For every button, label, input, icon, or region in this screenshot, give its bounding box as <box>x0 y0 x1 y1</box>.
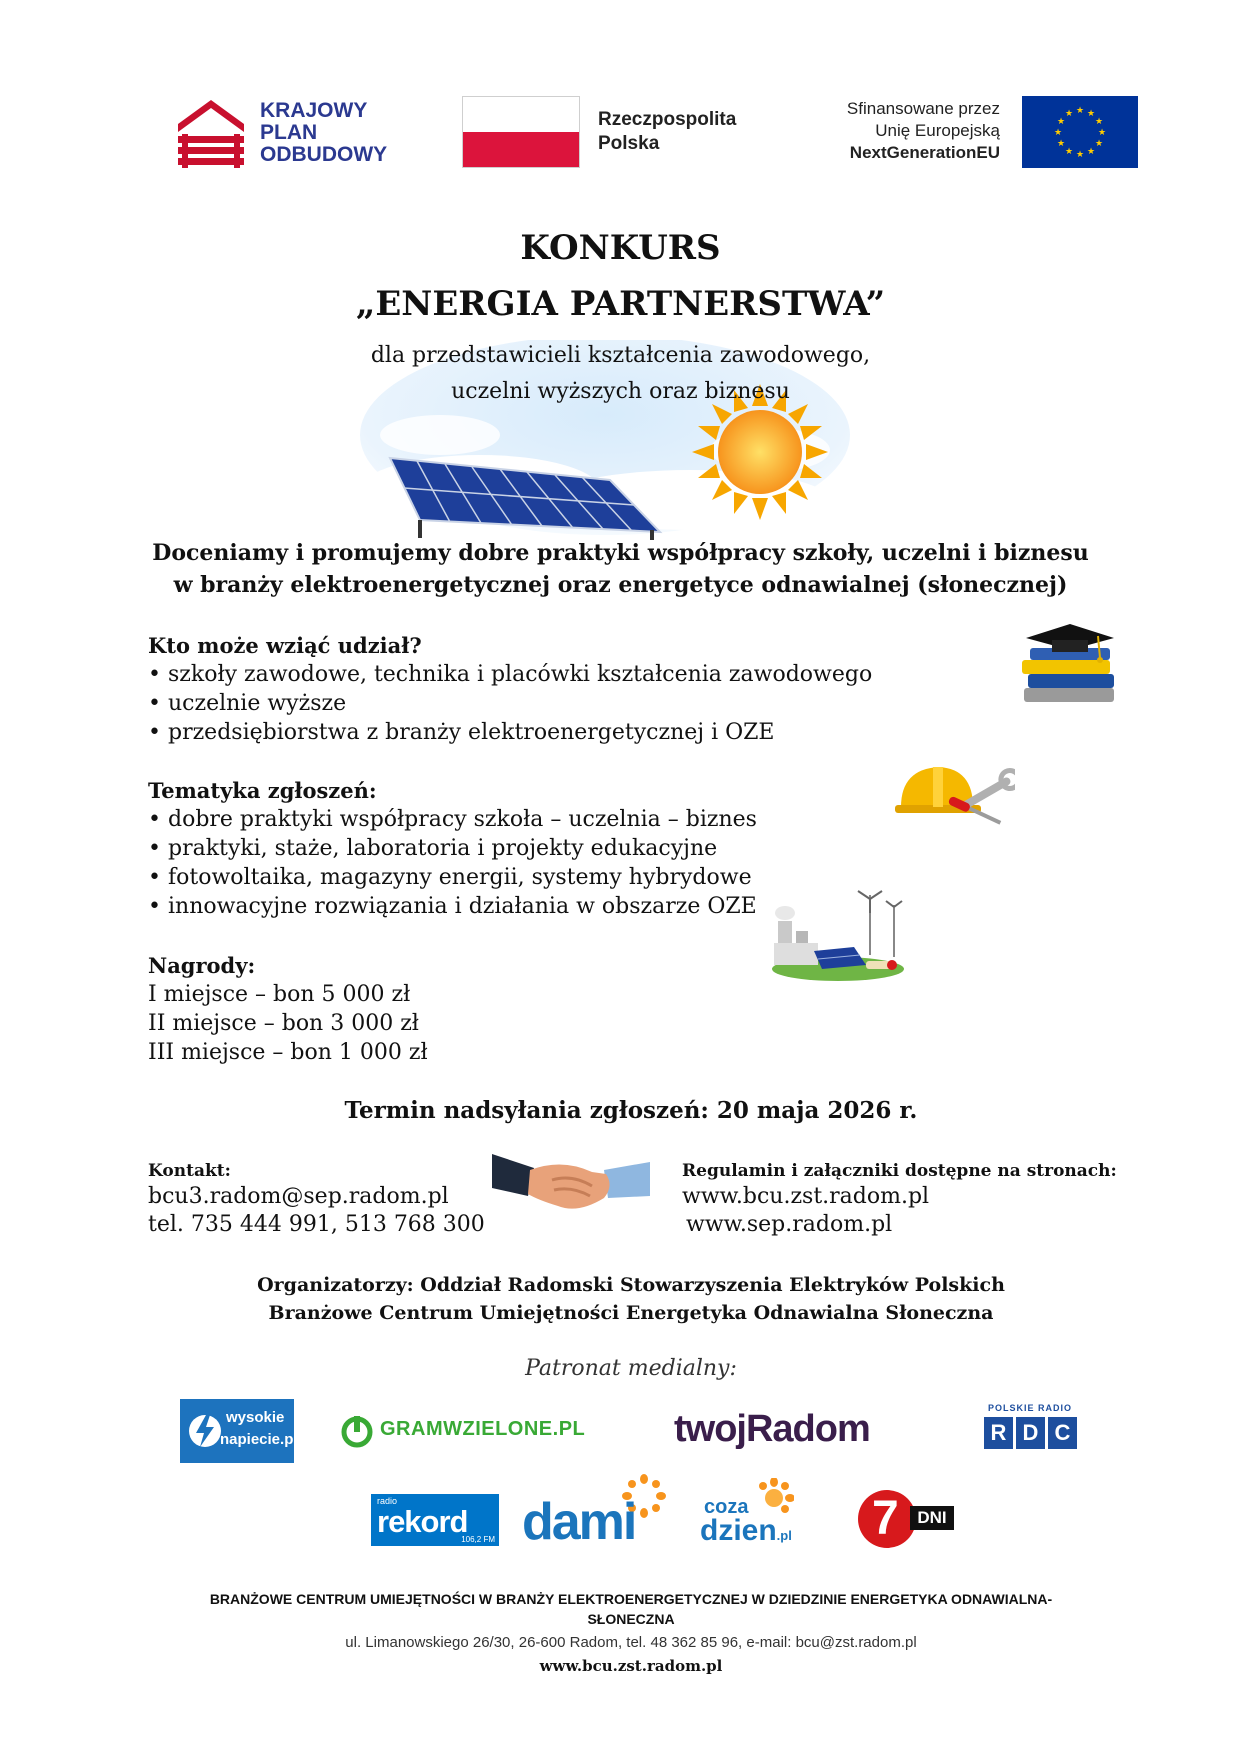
kpo-line3: ODBUDOWY <box>260 143 388 166</box>
kpo-line2: PLAN <box>260 121 318 144</box>
svg-text:★: ★ <box>1086 147 1096 157</box>
rdc-top: POLSKIE RADIO <box>987 1403 1072 1413</box>
kpo-line1: KRAJOWY <box>260 99 368 122</box>
gramwzielone-logo <box>340 1412 610 1452</box>
organizers-line2: Branżowe Centrum Umiejętności Energetyka Odnawialna Słoneczna <box>268 1302 994 1324</box>
who-section <box>148 631 908 747</box>
topics-heading: Tematyka zgłoszeń: <box>148 778 377 803</box>
lightning-icon <box>188 1411 222 1451</box>
prize-third: III miejsce – bon 1 000 zł <box>148 1040 428 1065</box>
title-line1: KONKURS <box>520 228 721 268</box>
footer-line2: SŁONECZNA <box>587 1611 675 1627</box>
gramwzielone-text: GRAMWZIELONE.PL <box>380 1418 586 1440</box>
contact-section <box>148 1159 548 1239</box>
prize-first: I miejsce – bon 5 000 zł <box>148 982 411 1007</box>
rdc-letter: R <box>984 1417 1013 1449</box>
intro-line2: w branży elektroenergetycznej oraz energetyce odnawialnej (słonecznej) <box>173 572 1068 598</box>
regulations-label: Regulamin i załączniki dostępne na stronach: <box>682 1161 1117 1181</box>
coza-line1: coza <box>704 1496 749 1518</box>
books-graduation-image <box>1018 618 1123 710</box>
7dni-logo <box>858 1490 958 1548</box>
contact-label: Kontakt: <box>148 1161 231 1181</box>
svg-text:★: ★ <box>1064 147 1074 157</box>
rekord-main: rekord <box>377 1504 468 1539</box>
eu-line3: NextGenerationEU <box>849 143 1000 162</box>
organizers-line1: Organizatorzy: Oddział Radomski Stowarzyszenia Elektryków Polskich <box>257 1274 1005 1296</box>
power-icon <box>340 1414 374 1448</box>
dami-logo <box>522 1474 672 1550</box>
deadline: Termin nadsyłania zgłoszeń: 20 maja 2026 r. <box>344 1097 918 1124</box>
svg-text:★: ★ <box>1056 117 1066 127</box>
svg-text:★: ★ <box>1075 150 1085 160</box>
footer-line1: BRANŻOWE CENTRUM UMIEJĘTNOŚCI W BRANŻY ELEKTROENERGETYCZNEJ W DZIEDZINIE ENERGETYKA ODNAWIALNA- <box>209 1591 1053 1607</box>
rp-line2: Polska <box>598 133 660 154</box>
kpo-logo <box>176 96 416 170</box>
list-item: • innowacyjne rozwiązania i działania w obszarze OZE <box>148 892 908 921</box>
cozadzien-logo <box>700 1478 816 1552</box>
kpo-logo-mark <box>176 96 246 170</box>
regulations-section <box>682 1159 1142 1239</box>
list-item: • dobre praktyki współpracy szkoła – uczelnia – biznes <box>148 805 908 834</box>
wysokie-line2: napiecie.pl <box>220 1431 298 1448</box>
regulations-url2[interactable]: www.sep.radom.pl <box>686 1212 893 1237</box>
rdc-letter: C <box>1048 1417 1077 1449</box>
eu-line1: Sfinansowane przez <box>846 99 1000 118</box>
rp-logo <box>462 96 782 170</box>
helmet-tools-image <box>895 755 1015 827</box>
power-plant-image <box>770 885 908 983</box>
svg-text:★: ★ <box>1064 109 1074 119</box>
svg-text:★: ★ <box>1097 128 1107 138</box>
handshake-image <box>492 1140 650 1220</box>
wysokie-napiecie-logo <box>180 1399 298 1463</box>
prize-second: II miejsce – bon 3 000 zł <box>148 1011 419 1036</box>
prizes-heading: Nagrody: <box>148 953 256 978</box>
list-item: • uczelnie wyższe <box>148 689 908 718</box>
coza-line2: dzien <box>700 1514 777 1547</box>
wysokie-line1: wysokie <box>226 1409 285 1426</box>
twojradom-logo: twojRadom <box>674 1408 870 1450</box>
footer-url[interactable]: www.bcu.zst.radom.pl <box>539 1657 723 1675</box>
rp-line1: Rzeczpospolita <box>598 109 737 130</box>
7dni-number: 7 <box>872 1492 899 1545</box>
svg-text:★: ★ <box>1053 128 1063 138</box>
regulations-url1[interactable]: www.bcu.zst.radom.pl <box>682 1184 930 1209</box>
intro-line1: Doceniamy i promujemy dobre praktyki współpracy szkoły, uczelni i biznesu <box>152 540 1089 566</box>
subtitle-line2: uczelni wyższych oraz biznesu <box>451 379 790 404</box>
contact-phone: tel. 735 444 991, 513 768 300 <box>148 1212 485 1237</box>
sun-icon <box>754 1478 794 1518</box>
poland-flag <box>462 96 580 168</box>
rekord-small: radio <box>377 1496 398 1506</box>
coza-suffix: .pl <box>776 1528 792 1543</box>
dami-text: dami <box>522 1493 636 1551</box>
who-list <box>148 660 908 747</box>
7dni-text: DNI <box>910 1506 954 1530</box>
rdc-logo <box>984 1403 1088 1459</box>
eu-logo <box>804 96 1139 170</box>
svg-text:★: ★ <box>1056 139 1066 149</box>
contact-email[interactable]: bcu3.radom@sep.radom.pl <box>148 1184 449 1209</box>
eu-line2: Unię Europejską <box>875 121 1000 140</box>
svg-text:★: ★ <box>1094 117 1104 127</box>
solar-hero-image <box>360 340 850 540</box>
svg-text:★: ★ <box>1086 109 1096 119</box>
subtitle-line1: dla przedstawicieli kształcenia zawodowego, <box>370 343 871 368</box>
patronage-label: Patronat medialny: <box>525 1356 737 1381</box>
list-item: • fotowoltaika, magazyny energii, systemy hybrydowe <box>148 863 908 892</box>
svg-text:★: ★ <box>1075 106 1085 116</box>
list-item: • praktyki, staże, laboratoria i projekty edukacyjne <box>148 834 908 863</box>
prizes-section <box>148 951 648 1067</box>
footer-address: ul. Limanowskiego 26/30, 26-600 Radom, tel. 48 362 85 96, e-mail: bcu@zst.radom.pl <box>345 1634 917 1651</box>
who-heading: Kto może wziąć udział? <box>148 633 422 658</box>
svg-text:★: ★ <box>1094 139 1104 149</box>
list-item: • przedsiębiorstwa z branży elektroenergetycznej i OZE <box>148 718 908 747</box>
list-item: • szkoły zawodowe, technika i placówki kształcenia zawodowego <box>148 660 908 689</box>
eu-flag <box>1022 96 1138 168</box>
rekord-freq: 106,2 FM <box>461 1535 495 1544</box>
title-line2: „ENERGIA PARTNERSTWA” <box>355 284 886 324</box>
radio-rekord-logo <box>371 1494 499 1546</box>
rdc-letter: D <box>1016 1417 1045 1449</box>
